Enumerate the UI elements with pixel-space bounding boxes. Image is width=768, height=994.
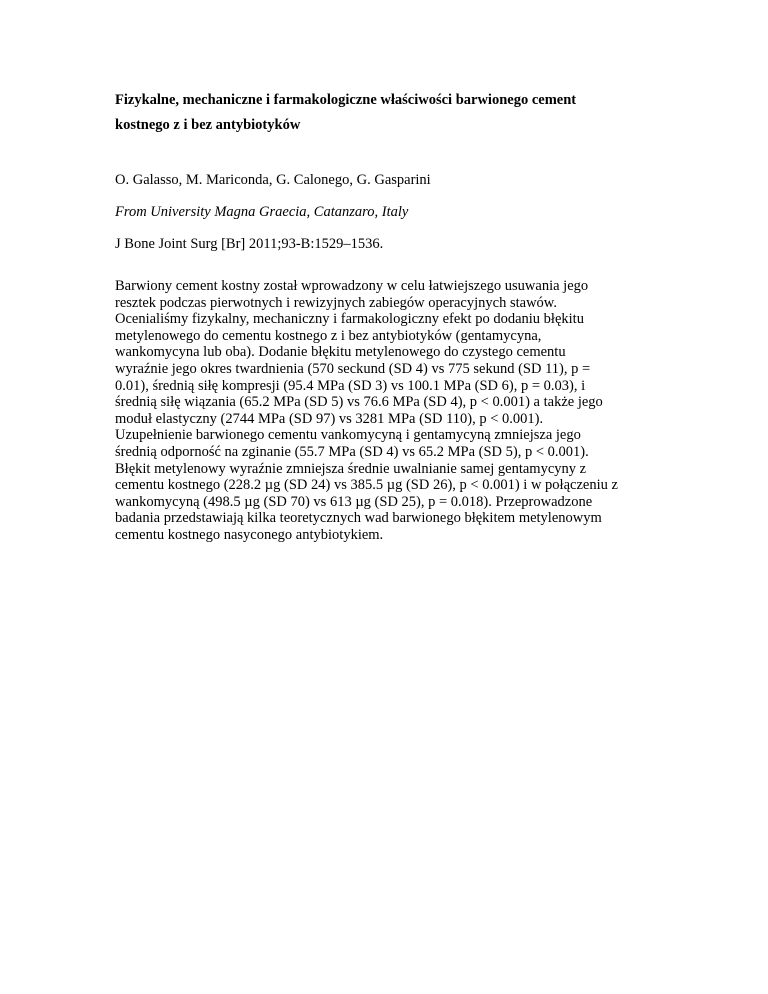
abstract-paragraph — [115, 278, 660, 544]
abstract-line: wankomycyna lub oba). Dodanie błękitu metylenowego do czystego cementu — [115, 344, 566, 361]
abstract-line: Uzupełnienie barwionego cementu vankomycyną i gentamycyną zmniejsza jego — [115, 427, 581, 444]
abstract-line: średnią odporność na zginanie (55.7 MPa (SD 4) vs 65.2 MPa (SD 5), p < 0.001). — [115, 443, 589, 460]
abstract-line: moduł elastyczny (2744 MPa (SD 97) vs 3281 MPa (SD 110), p < 0.001). — [115, 410, 544, 427]
document-title — [115, 88, 675, 138]
abstract-line: cementu kostnego nasyconego antybiotykiem. — [115, 526, 384, 543]
abstract-line: metylenowego do cementu kostnego z i bez antybiotyków (gentamycyna, — [115, 327, 542, 344]
abstract-line: badania przedstawiają kilka teoretycznych wad barwionego błękitem metylenowym — [115, 510, 602, 527]
abstract-line: Barwiony cement kostny został wprowadzony w celu łatwiejszego usuwania jego — [115, 278, 589, 294]
affiliation-line: From University Magna Graecia, Catanzaro, Italy — [115, 204, 409, 220]
abstract-line: resztek podczas pierwotnych i rewizyjnych zabiegów operacyjnych stawów. — [115, 294, 557, 311]
abstract-line: cementu kostnego (228.2 µg (SD 24) vs 385.5 µg (SD 26), p < 0.001) i w połączeniu z — [115, 477, 618, 494]
abstract-line: wankomycyną (498.5 µg (SD 70) vs 613 µg (SD 25), p = 0.018). Przeprowadzone — [115, 493, 593, 510]
title-line: kostnego z i bez antybiotyków — [115, 117, 301, 133]
abstract-line: wyraźnie jego okres twardnienia (570 seckund (SD 4) vs 775 sekund (SD 11), p = — [115, 360, 591, 377]
title-line: Fizykalne, mechaniczne i farmakologiczne właściwości barwionego cement — [115, 92, 577, 108]
abstract-line: 0.01), średnią siłę kompresji (95.4 MPa (SD 3) vs 100.1 MPa (SD 6), p = 0.03), i — [115, 377, 586, 394]
abstract-line: Ocenialiśmy fizykalny, mechaniczny i farmakologiczny efekt po dodaniu błękitu — [115, 311, 584, 328]
abstract-line: średnią siłę wiązania (65.2 MPa (SD 5) vs 76.6 MPa (SD 4), p < 0.001) a także jego — [115, 394, 603, 411]
citation-line: J Bone Joint Surg [Br] 2011;93-B:1529–1536. — [115, 236, 384, 252]
authors-line: O. Galasso, M. Mariconda, G. Calonego, G. Gasparini — [115, 172, 431, 188]
abstract-line: Błękit metylenowy wyraźnie zmniejsza średnie uwalnianie samej gentamycyny z — [115, 460, 587, 477]
